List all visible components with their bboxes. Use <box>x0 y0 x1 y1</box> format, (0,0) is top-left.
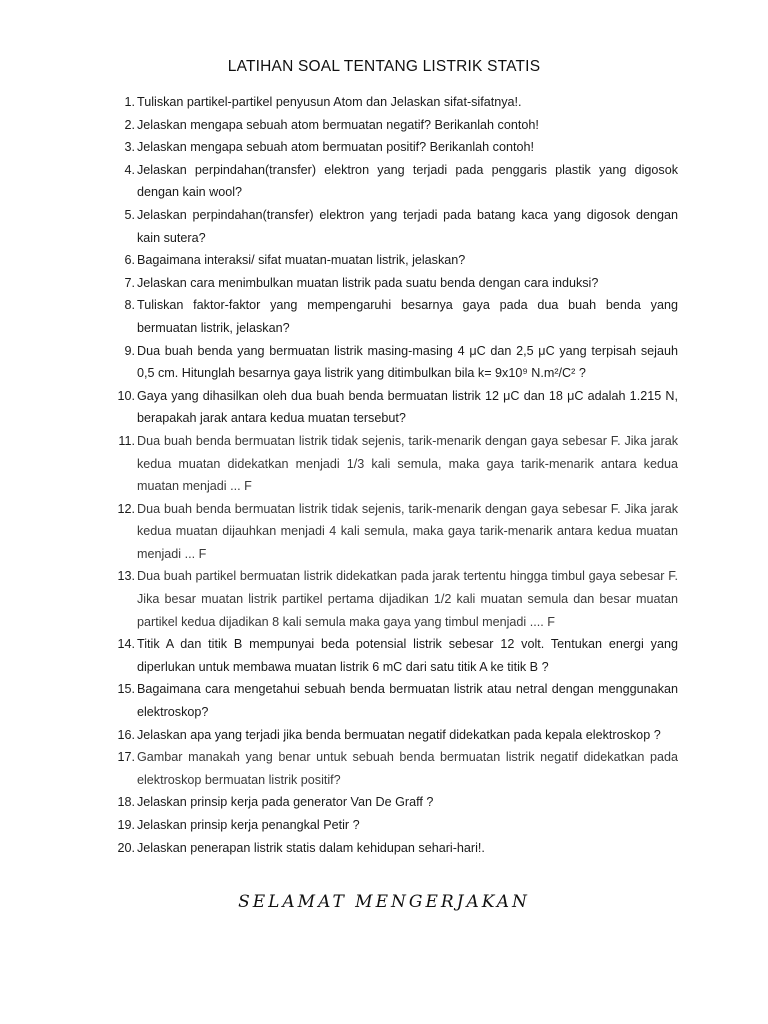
question-number: 2. <box>124 117 135 132</box>
question-item <box>112 272 678 295</box>
question-text: Jelaskan cara menimbulkan muatan listrik pada suatu benda dengan cara induksi? <box>137 275 599 290</box>
question-text: Jelaskan prinsip kerja pada generator Van De Graff ? <box>137 795 434 810</box>
question-item <box>112 204 678 249</box>
question-item <box>112 430 678 498</box>
question-item <box>112 249 678 272</box>
question-item <box>112 814 678 837</box>
question-text: Jelaskan apa yang terjadi jika benda bermuatan negatif didekatkan pada kepala elektroskop ? <box>137 727 661 742</box>
question-item <box>112 385 678 430</box>
question-number: 15. <box>117 682 135 697</box>
question-text: Titik A dan titik B mempunyai beda potensial listrik sebesar 12 volt. Tentukan energi yang diperlukan untuk membawa muatan listrik 6 mC dari satu titik A ke titik B ? <box>137 637 678 674</box>
question-text: Jelaskan penerapan listrik statis dalam kehidupan sehari-hari!. <box>137 840 485 855</box>
question-number: 12. <box>117 501 135 516</box>
question-number: 14. <box>117 637 135 652</box>
closing-message: SELAMAT MENGERJAKAN <box>238 892 530 912</box>
question-text: Dua buah benda bermuatan listrik tidak sejenis, tarik-menarik dengan gaya sebesar F. Jika jarak kedua muatan dijauhkan menjadi 4 kali semula, maka gaya tarik-menarik antara kedua muatan menjadi ... F <box>137 501 678 561</box>
question-number: 8. <box>124 298 135 313</box>
question-text: Dua buah benda yang bermuatan listrik masing-masing 4 μC dan 2,5 μC yang terpisah sejauh 0,5 cm. Hitunglah besarnya gaya listrik yang ditimbulkan bila k= 9x10⁹ N.m²/C² ? <box>137 343 678 381</box>
question-item <box>112 633 678 678</box>
question-item <box>112 724 678 747</box>
question-number: 17. <box>117 750 135 765</box>
question-text: Jelaskan perpindahan(transfer) elektron yang terjadi pada batang kaca yang digosok dengan kain sutera? <box>137 207 678 245</box>
question-item <box>112 159 678 204</box>
question-text: Tuliskan partikel-partikel penyusun Atom dan Jelaskan sifat-sifatnya!. <box>137 95 522 109</box>
question-number: 10. <box>117 388 135 403</box>
question-number: 7. <box>124 275 135 290</box>
question-item <box>112 136 678 159</box>
question-number: 20. <box>117 840 135 855</box>
question-text: Jelaskan mengapa sebuah atom bermuatan negatif? Berikanlah contoh! <box>137 117 539 132</box>
question-number: 3. <box>124 140 135 155</box>
question-text: Dua buah benda bermuatan listrik tidak sejenis, tarik-menarik dengan gaya sebesar F. Jika jarak kedua muatan didekatkan menjadi 1/3 kali semula, maka gaya tarik-menarik antara kedua muatan menjadi ... F <box>137 433 678 494</box>
question-number: 1. <box>124 95 135 109</box>
question-number: 18. <box>117 795 135 810</box>
question-number: 4. <box>124 162 135 177</box>
question-list <box>112 91 678 859</box>
question-item <box>112 678 678 723</box>
page-title: LATIHAN SOAL TENTANG LISTRIK STATIS <box>227 58 541 75</box>
question-text: Jelaskan perpindahan(transfer) elektron yang terjadi pada penggaris plastik yang digosok dengan kain wool? <box>137 162 678 200</box>
question-text: Jelaskan mengapa sebuah atom bermuatan positif? Berikanlah contoh! <box>137 140 534 155</box>
question-number: 6. <box>124 253 135 268</box>
question-text: Tuliskan faktor-faktor yang mempengaruhi besarnya gaya pada dua buah benda yang bermuatan listrik, jelaskan? <box>137 298 678 335</box>
question-item <box>112 340 678 385</box>
question-number: 13. <box>117 569 135 584</box>
question-item <box>112 791 678 814</box>
question-item <box>112 746 678 791</box>
question-text: Gambar manakah yang benar untuk sebuah benda bermuatan listrik negatif didekatkan pada elektroskop bermuatan listrik positif? <box>137 750 678 787</box>
question-text: Dua buah partikel bermuatan listrik didekatkan pada jarak tertentu hingga timbul gaya sebesar F. Jika besar muatan listrik partikel pertama dijadikan 1/2 kali muatan semula dan besar muatan partikel kedua dijadikan 8 kali semula maka gaya yang timbul menjadi .... F <box>137 569 678 629</box>
question-text: Jelaskan prinsip kerja penangkal Petir ? <box>137 818 360 832</box>
question-item <box>112 114 678 137</box>
question-number: 19. <box>117 818 135 832</box>
question-text: Gaya yang dihasilkan oleh dua buah benda bermuatan listrik 12 μC dan 18 μC adalah 1.215 N, berapakah jarak antara kedua muatan tersebut? <box>137 388 678 426</box>
question-item <box>112 91 678 114</box>
question-item <box>112 837 678 860</box>
question-number: 16. <box>117 727 135 742</box>
question-item <box>112 498 678 566</box>
question-number: 9. <box>124 343 135 358</box>
question-item <box>112 294 678 339</box>
question-text: Bagaimana interaksi/ sifat muatan-muatan listrik, jelaskan? <box>137 253 466 268</box>
question-number: 11. <box>118 433 135 448</box>
question-number: 5. <box>124 207 135 222</box>
question-item <box>112 565 678 633</box>
question-text: Bagaimana cara mengetahui sebuah benda bermuatan listrik atau netral dengan menggunakan elektroskop? <box>137 682 678 720</box>
